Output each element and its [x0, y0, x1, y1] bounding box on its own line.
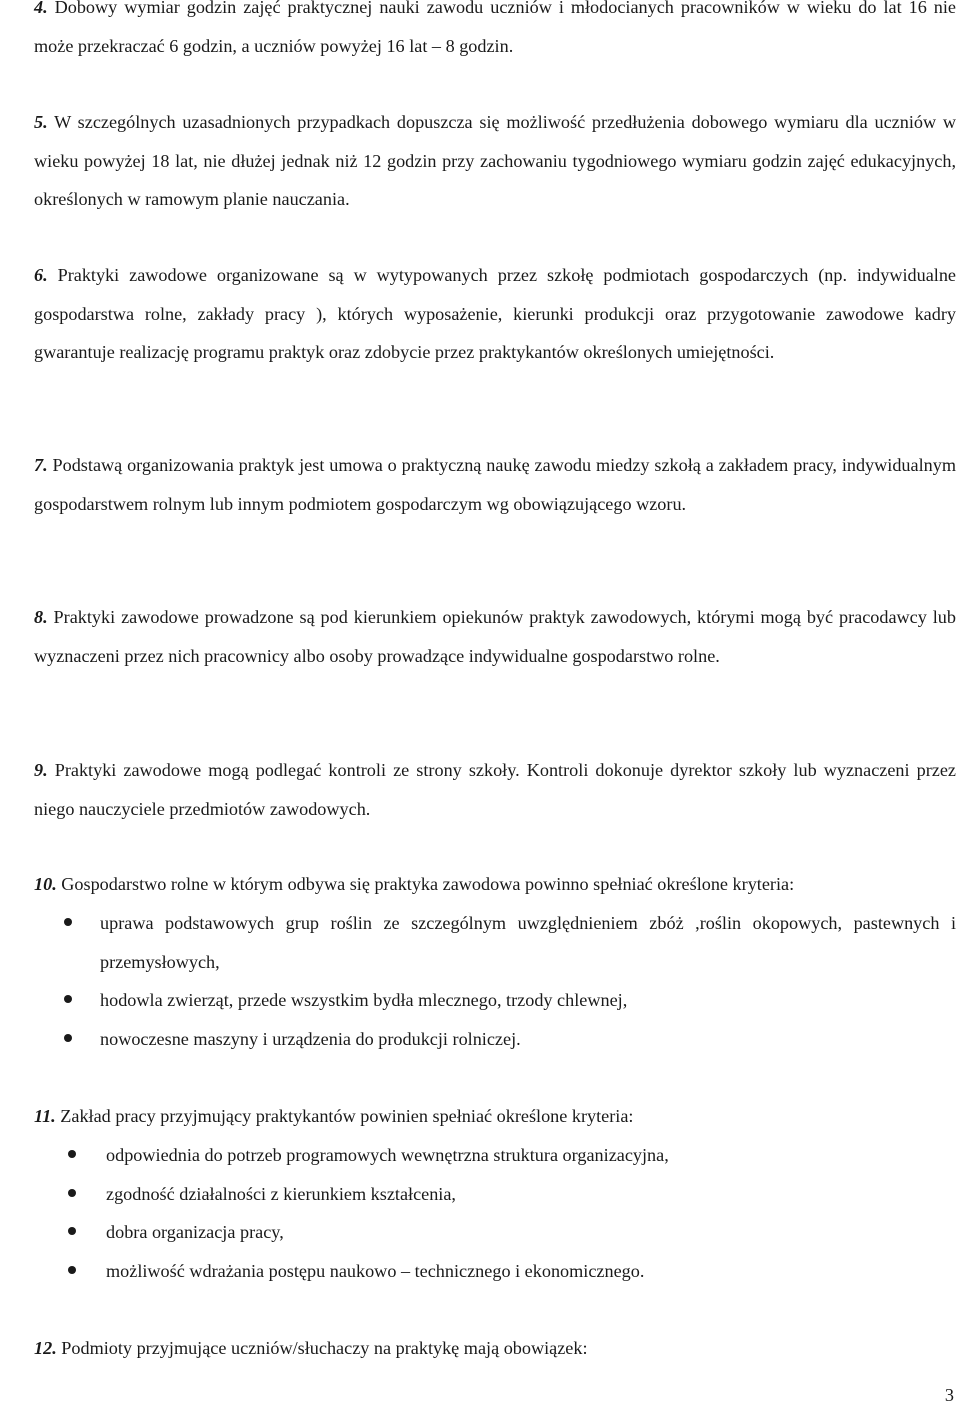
paragraph-number: 11. [34, 1106, 56, 1126]
list-item-text: zgodność działalności z kierunkiem kształcenia, [106, 1183, 456, 1204]
list-item-text: możliwość wdrażania postępu naukowo – technicznego i ekonomicznego. [106, 1260, 645, 1281]
paragraph-number: 9. [34, 760, 48, 780]
list-item [34, 1136, 956, 1175]
paragraph-text: Podstawą organizowania praktyk jest umowa o praktyczną naukę zawodu miedzy szkołą a zakładem pracy, indywidualnym gospodarstwem rolnym lub innym podmiotem gospodarczym wg obowiązującego wzoru. [34, 455, 956, 514]
list-item-text: odpowiednia do potrzeb programowych wewnętrzna struktura organizacyjna, [106, 1145, 669, 1165]
list-item-text: uprawa podstawowych grup roślin ze szczególnym uwzględnieniem zbóż ,roślin okopowych, pastewnych i przemysłowych, [100, 913, 956, 972]
criteria-list-farm [34, 904, 956, 1058]
list-item [34, 981, 956, 1020]
list-item [34, 1175, 956, 1214]
bullet-icon [64, 1034, 72, 1042]
paragraph-text: Gospodarstwo rolne w którym odbywa się praktyka zawodowa powinno spełniać określone kryteria: [56, 874, 795, 894]
paragraph-number: 6. [34, 265, 48, 285]
paragraph-6 [34, 256, 956, 372]
paragraph-text: Dobowy wymiar godzin zajęć praktycznej nauki zawodu uczniów i młodocianych pracowników w wieku do lat 16 nie może przekraczać 6 godzin, a uczniów powyżej 16 lat – 8 godzin. [34, 0, 956, 56]
paragraph-number: 4. [34, 0, 48, 17]
list-item-text: dobra organizacja pracy, [106, 1222, 284, 1242]
paragraph-11 [34, 1097, 956, 1136]
bullet-icon [68, 1266, 76, 1274]
paragraph-9 [34, 751, 956, 828]
paragraph-8 [34, 598, 956, 675]
paragraph-text: Zakład pracy przyjmujący praktykantów powinien spełniać określone kryteria: [55, 1106, 634, 1126]
paragraph-text: Praktyki zawodowe prowadzone są pod kierunkiem opiekunów praktyk zawodowych, którymi mogą być pracodawcy lub wyznaczeni przez nich pracownicy albo osoby prowadzące indywidualne gospodarstwo rolne. [34, 607, 956, 666]
paragraph-text: Praktyki zawodowe mogą podlegać kontroli ze strony szkoły. Kontroli dokonuje dyrektor szkoły lub wyznaczeni przez niego nauczyciele przedmiotów zawodowych. [34, 760, 956, 819]
list-item [34, 904, 956, 981]
paragraph-number: 12. [34, 1338, 57, 1358]
paragraph-7 [34, 446, 956, 523]
page-number: 3 [944, 1385, 954, 1405]
list-item [34, 1252, 956, 1291]
criteria-list-workplace [34, 1136, 956, 1290]
bullet-icon [68, 1150, 76, 1158]
paragraph-number: 10. [34, 874, 57, 894]
list-item-text: nowoczesne maszyny i urządzenia do produkcji rolniczej. [100, 1028, 521, 1049]
paragraph-number: 8. [34, 607, 48, 627]
paragraph-4 [34, 0, 956, 65]
paragraph-text: Podmioty przyjmujące uczniów/słuchaczy na praktykę mają obowiązek: [56, 1338, 588, 1358]
paragraph-number: 7. [34, 455, 48, 475]
bullet-icon [68, 1227, 76, 1235]
paragraph-12 [34, 1329, 956, 1368]
list-item [34, 1213, 956, 1252]
paragraph-10 [34, 865, 956, 904]
list-item-text: hodowla zwierząt, przede wszystkim bydła mlecznego, trzody chlewnej, [100, 990, 628, 1010]
bullet-icon [64, 995, 72, 1003]
bullet-icon [64, 918, 72, 926]
paragraph-5 [34, 103, 956, 219]
list-item [34, 1020, 956, 1059]
paragraph-number: 5. [34, 112, 48, 132]
paragraph-text: W szczególnych uzasadnionych przypadkach dopuszcza się możliwość przedłużenia dobowego wymiaru dla uczniów w wieku powyżej 18 lat, nie dłużej jednak niż 12 godzin przy zachowaniu tygodniowego wymiaru godzin zajęć edukacyjnych, określonych w ramowym planie nauczania. [34, 112, 956, 209]
paragraph-text: Praktyki zawodowe organizowane są w wytypowanych przez szkołę podmiotach gospodarczych (np. indywidualne gospodarstwa rolne, zakłady pracy ), których wyposażenie, kierunki produkcji oraz przygotowanie zawodowe kadry gwarantuje realizację programu praktyk oraz zdobycie przez praktykantów określonych umiejętności. [34, 265, 956, 362]
bullet-icon [68, 1189, 76, 1197]
